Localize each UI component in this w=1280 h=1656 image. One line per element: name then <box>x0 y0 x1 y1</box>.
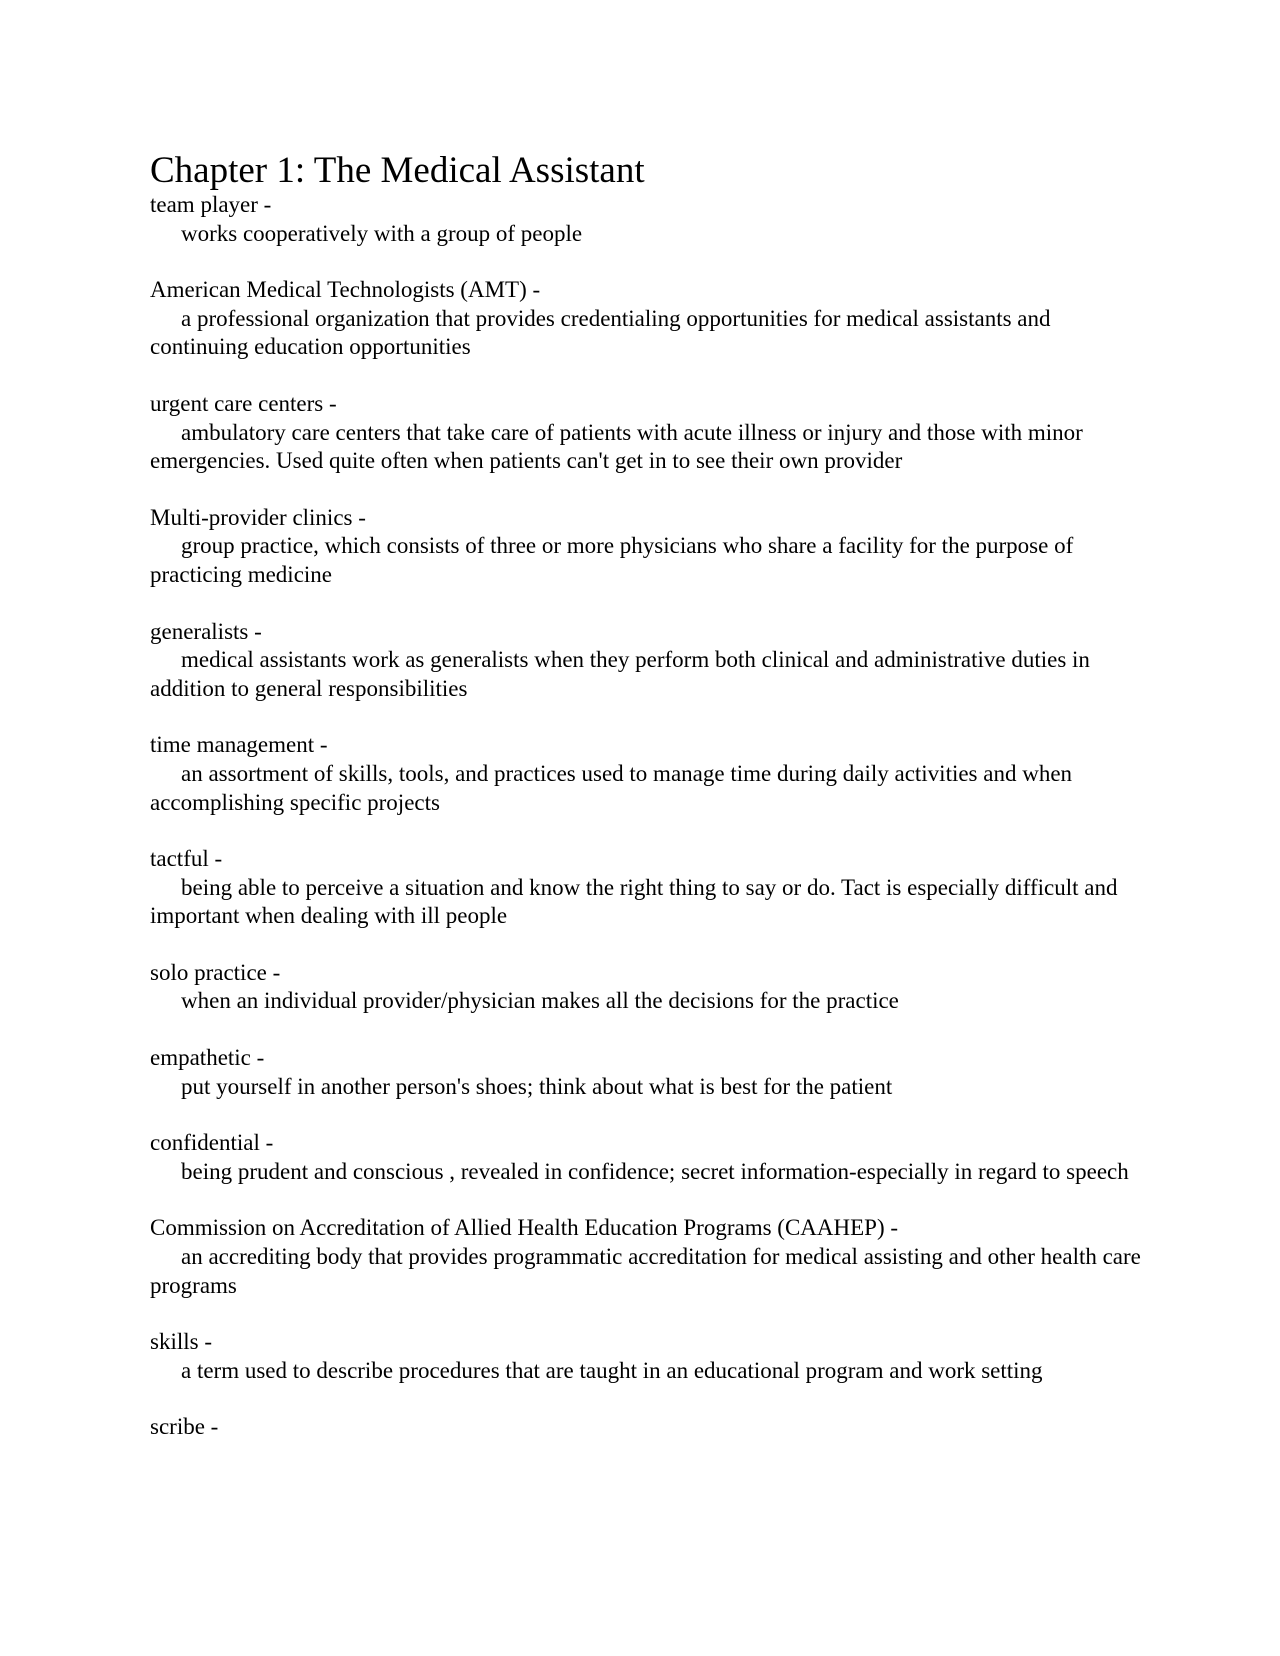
glossary-entry <box>150 1044 1150 1101</box>
entry-definition: ambulatory care centers that take care of patients with acute illness or injury and those with minor emergencies. Used quite often when patients can't get in to see their own provider <box>150 419 1083 474</box>
chapter-title: Chapter 1: The Medical Assistant <box>150 150 645 191</box>
entry-term: team player - <box>150 192 272 217</box>
entry-definition: being prudent and conscious , revealed in confidence; secret information-especially in regard to speech <box>181 1158 1129 1184</box>
entry-term: urgent care centers - <box>150 390 337 416</box>
entry-definition: a term used to describe procedures that are taught in an educational program and work setting <box>181 1357 1043 1383</box>
glossary-entry <box>150 504 1150 590</box>
entry-definition: being able to perceive a situation and know the right thing to say or do. Tact is especially difficult and important when dealing with ill people <box>150 874 1118 929</box>
glossary-entry <box>150 1214 1150 1300</box>
document-page <box>150 150 1150 1470</box>
entry-term: skills - <box>150 1329 212 1355</box>
entry-definition: a professional organization that provides credentialing opportunities for medical assistants and continuing education opportunities <box>150 305 1051 360</box>
entry-definition: an assortment of skills, tools, and practices used to manage time during daily activities and when accomplishing specific projects <box>150 760 1073 815</box>
glossary-entry <box>150 1413 1150 1442</box>
glossary-entry <box>150 959 1150 1016</box>
entry-term: scribe - <box>150 1414 219 1440</box>
entry-definition: group practice, which consists of three or more physicians who share a facility for the purpose of practicing medicine <box>150 533 1074 587</box>
entry-definition: works cooperatively with a group of people <box>181 220 583 246</box>
entry-term: generalists - <box>150 618 262 644</box>
entry-term: confidential - <box>150 1130 274 1156</box>
entry-term: empathetic - <box>150 1045 265 1071</box>
entry-term: solo practice - <box>150 959 281 985</box>
entry-term: Commission on Accreditation of Allied Health Education Programs (CAAHEP) - <box>150 1215 899 1241</box>
glossary-entry <box>150 1328 1150 1385</box>
glossary-entry <box>150 390 1150 476</box>
glossary-entry <box>150 191 1150 248</box>
entry-term: tactful - <box>150 846 223 872</box>
entry-definition: put yourself in another person's shoes; think about what is best for the patient <box>181 1073 893 1099</box>
glossary-entry <box>150 1129 1150 1186</box>
entry-definition: when an individual provider/physician makes all the decisions for the practice <box>181 988 899 1014</box>
glossary-entry <box>150 618 1150 704</box>
entry-definition: an accrediting body that provides programmatic accreditation for medical assisting and other health care programs <box>150 1244 1141 1298</box>
entry-term: Multi-provider clinics - <box>150 504 366 530</box>
entry-definition: medical assistants work as generalists when they perform both clinical and administrative duties in addition to general responsibilities <box>150 647 1090 701</box>
entry-term: time management - <box>150 732 328 758</box>
entry-term: American Medical Technologists (AMT) - <box>150 277 541 303</box>
glossary-entry <box>150 731 1150 817</box>
glossary-entry <box>150 845 1150 931</box>
glossary-entry <box>150 276 1150 362</box>
